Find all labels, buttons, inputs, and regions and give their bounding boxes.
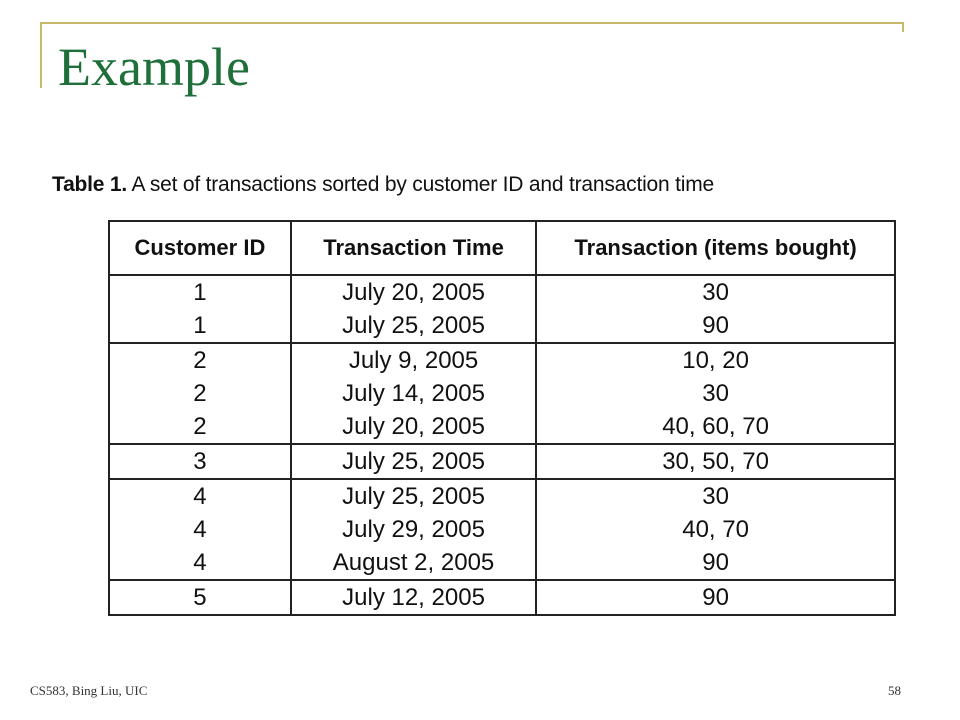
slide-title: Example bbox=[58, 37, 250, 97]
cell-transaction-items: 90 bbox=[536, 580, 895, 615]
footer-page-number: 58 bbox=[888, 683, 901, 698]
cell-customer-id: 3 bbox=[109, 444, 291, 479]
table-row bbox=[109, 444, 895, 479]
cell-transaction-time: July 14, 2005 bbox=[291, 377, 536, 410]
table-body bbox=[109, 275, 895, 615]
cell-customer-id: 2 bbox=[109, 343, 291, 377]
cell-transaction-time: July 25, 2005 bbox=[291, 444, 536, 479]
cell-transaction-items: 10, 20 bbox=[536, 343, 895, 377]
cell-transaction-items: 30 bbox=[536, 377, 895, 410]
footer-credit: CS583, Bing Liu, UIC bbox=[30, 683, 148, 698]
cell-transaction-time: July 29, 2005 bbox=[291, 513, 536, 546]
cell-customer-id: 2 bbox=[109, 410, 291, 444]
table-row bbox=[109, 275, 895, 309]
cell-customer-id: 4 bbox=[109, 513, 291, 546]
cell-customer-id: 1 bbox=[109, 309, 291, 343]
cell-transaction-items: 90 bbox=[536, 309, 895, 343]
transactions-table bbox=[108, 220, 896, 616]
cell-transaction-items: 40, 70 bbox=[536, 513, 895, 546]
cell-transaction-items: 90 bbox=[536, 546, 895, 580]
cell-transaction-time: July 25, 2005 bbox=[291, 309, 536, 343]
header-transaction-time: Transaction Time bbox=[291, 221, 536, 275]
table-row bbox=[109, 546, 895, 580]
cell-transaction-time: July 20, 2005 bbox=[291, 410, 536, 444]
cell-customer-id: 4 bbox=[109, 546, 291, 580]
cell-customer-id: 1 bbox=[109, 275, 291, 309]
table-row bbox=[109, 377, 895, 410]
cell-transaction-time: July 12, 2005 bbox=[291, 580, 536, 615]
table-caption-text: A set of transactions sorted by customer ID and transaction time bbox=[131, 173, 715, 196]
cell-transaction-items: 30 bbox=[536, 479, 895, 513]
cell-customer-id: 4 bbox=[109, 479, 291, 513]
table-caption-label: Table 1. bbox=[52, 173, 128, 196]
cell-transaction-items: 30 bbox=[536, 275, 895, 309]
header-transaction-items: Transaction (items bought) bbox=[536, 221, 895, 275]
cell-customer-id: 5 bbox=[109, 580, 291, 615]
table-row bbox=[109, 309, 895, 343]
table-row bbox=[109, 513, 895, 546]
table-header-row bbox=[109, 221, 895, 275]
cell-transaction-time: August 2, 2005 bbox=[291, 546, 536, 580]
table-row bbox=[109, 410, 895, 444]
cell-transaction-items: 40, 60, 70 bbox=[536, 410, 895, 444]
slide-frame-left-line bbox=[40, 22, 42, 88]
table-row bbox=[109, 479, 895, 513]
table-row bbox=[109, 343, 895, 377]
cell-transaction-time: July 25, 2005 bbox=[291, 479, 536, 513]
slide-frame-right-line bbox=[902, 22, 904, 32]
table-row bbox=[109, 580, 895, 615]
header-customer-id: Customer ID bbox=[109, 221, 291, 275]
cell-transaction-time: July 20, 2005 bbox=[291, 275, 536, 309]
cell-customer-id: 2 bbox=[109, 377, 291, 410]
cell-transaction-items: 30, 50, 70 bbox=[536, 444, 895, 479]
slide-frame-top-line bbox=[40, 22, 904, 24]
cell-transaction-time: July 9, 2005 bbox=[291, 343, 536, 377]
table-caption bbox=[52, 170, 714, 200]
